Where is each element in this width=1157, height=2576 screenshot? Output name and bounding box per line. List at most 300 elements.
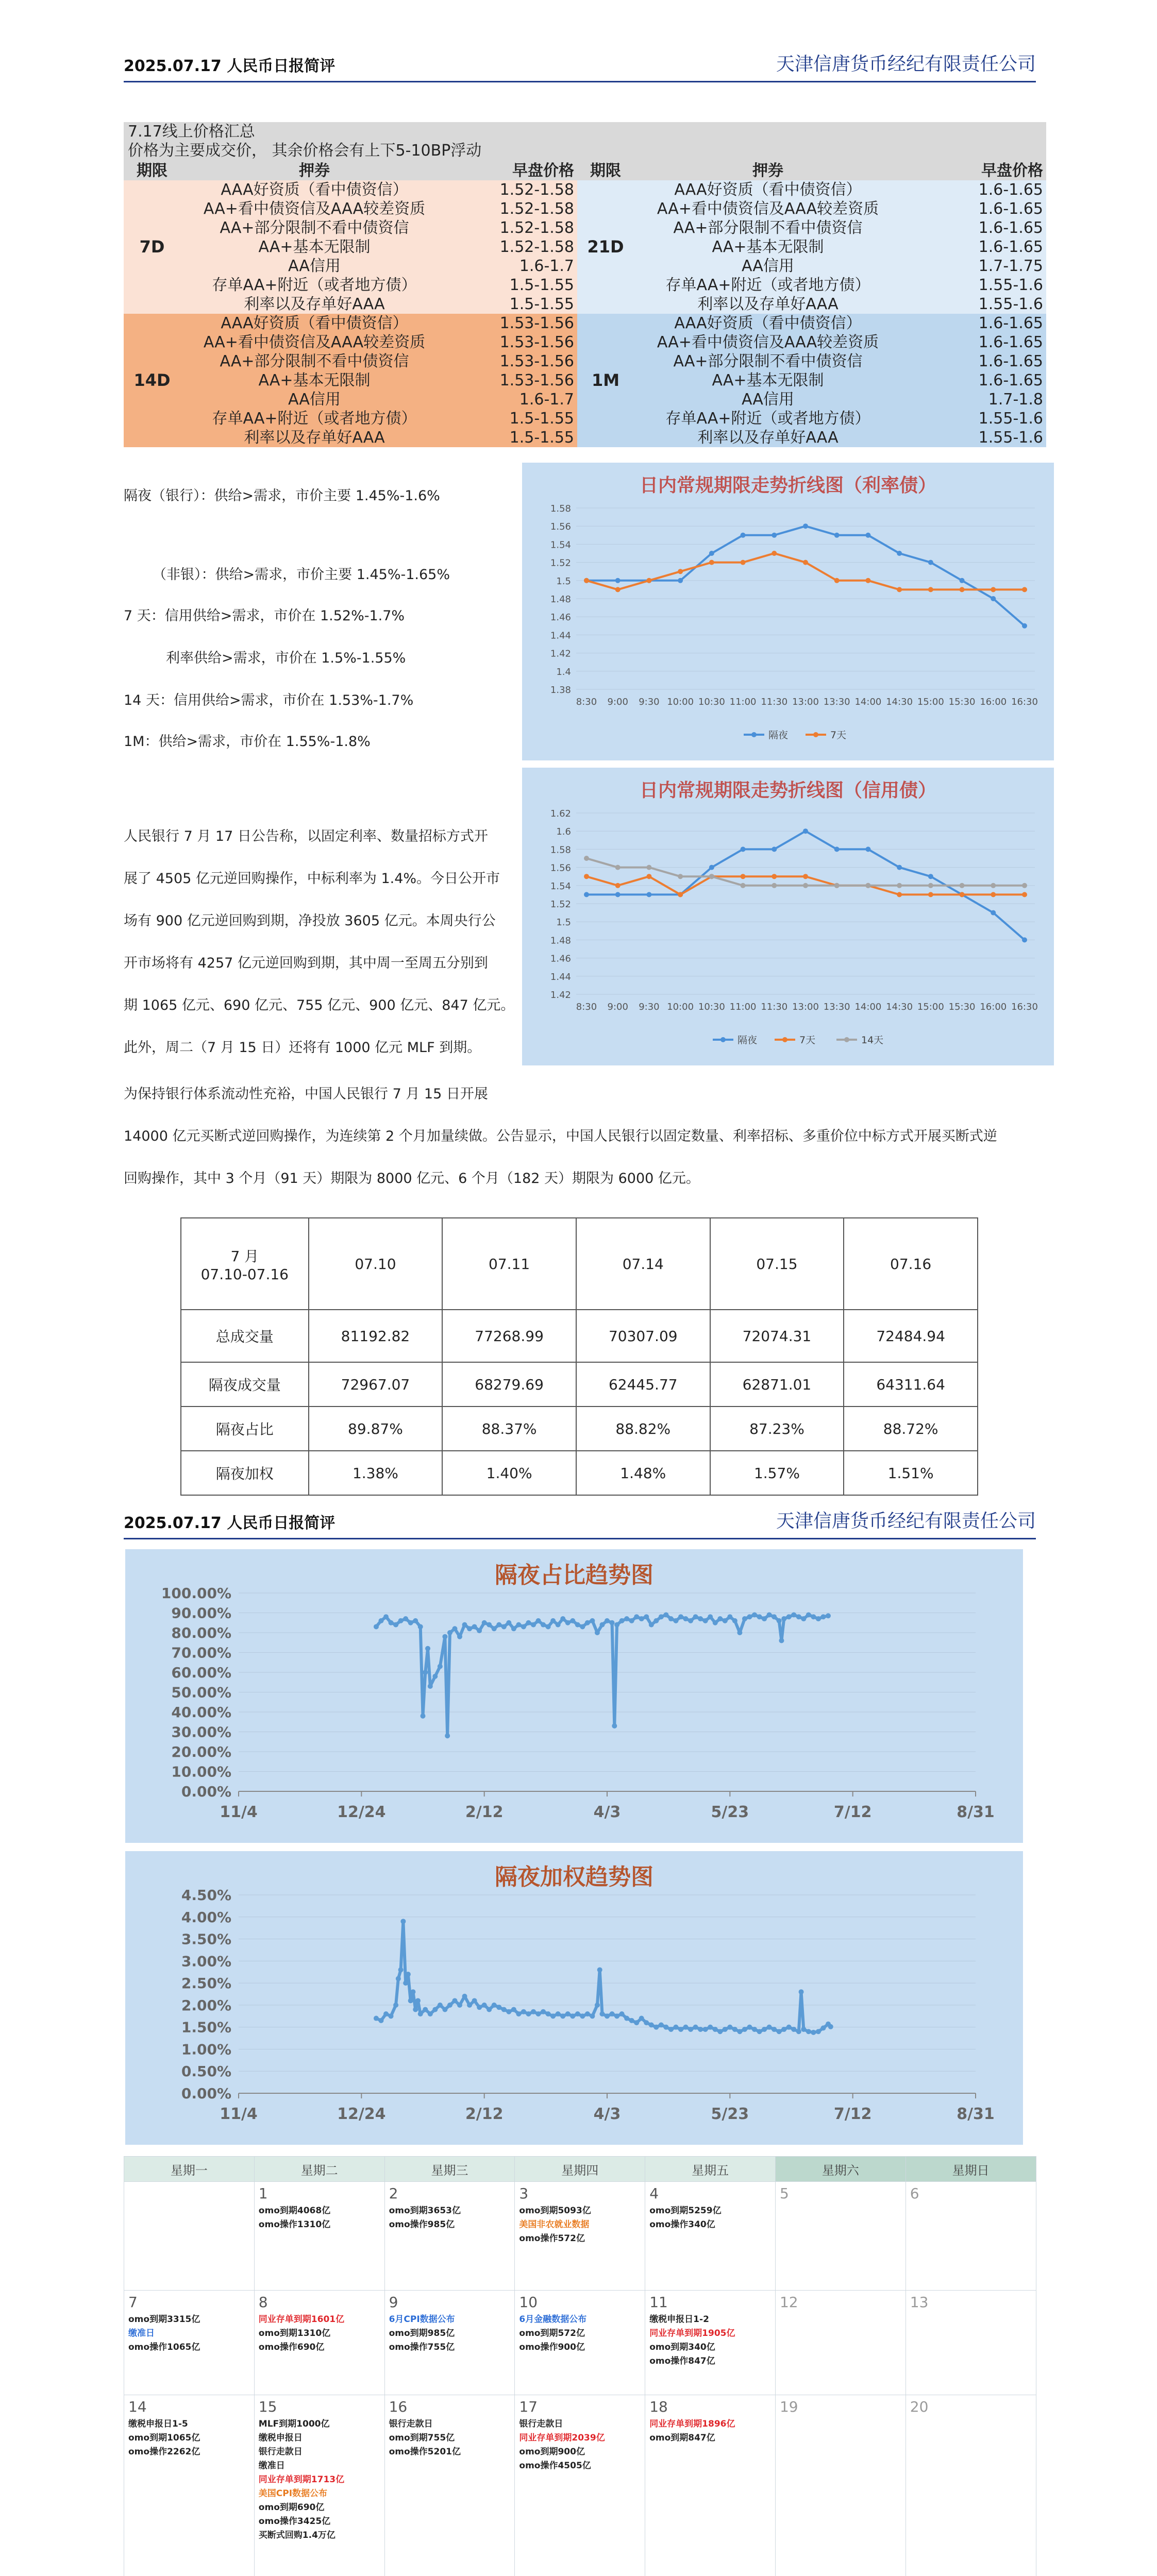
collateral-cell: 存单AA+附近（或者地方债） [180, 276, 448, 295]
data-point [403, 1616, 408, 1621]
data-point [803, 523, 808, 529]
volume-table-row [181, 1451, 978, 1495]
data-point [442, 2007, 447, 2012]
data-point [541, 2009, 546, 2014]
legend-label: 隔夜 [737, 1035, 758, 1046]
data-point [646, 892, 651, 897]
data-point [796, 2029, 801, 2034]
y-tick-label: 1.46 [550, 953, 571, 964]
calendar-day-cell [124, 2182, 255, 2291]
news-line: 回购操作，其中 3 个月（91 天）期限为 8000 亿元、6 个月（182 天）期限为 6000 亿元。 [124, 1171, 700, 1187]
data-point [703, 2027, 708, 2032]
price-table [124, 161, 1046, 447]
price-cell: 1.7-1.8 [902, 390, 1046, 409]
price-cell: 1.55-1.6 [902, 409, 1046, 428]
data-point [378, 2018, 383, 2023]
data-point [467, 1626, 472, 1631]
chart-svg [522, 798, 1054, 1065]
data-point [752, 1612, 757, 1617]
calendar-weekday: 星期六 [775, 2157, 906, 2182]
legend-label: 14天 [861, 1035, 884, 1046]
data-point [383, 1614, 389, 1619]
data-point [928, 560, 933, 565]
calendar-event: 缴税申报日1-2 [649, 2314, 709, 2325]
data-point [678, 874, 683, 879]
data-point [374, 2016, 379, 2021]
x-tick-label: 11:30 [761, 697, 788, 707]
price-cell: 1.53-1.56 [448, 333, 577, 352]
volume-table-col-header: 07.11 [442, 1218, 576, 1310]
calendar-day-cell [124, 2395, 255, 2576]
news-line: 人民银行 7 月 17 日公告称，以固定利率、数量招标方式开 [124, 828, 488, 844]
y-tick-label: 20.00% [171, 1743, 231, 1760]
calendar-day-cell [775, 2395, 906, 2576]
data-point [438, 2003, 443, 2008]
price-table-header-row [124, 161, 1046, 180]
data-point [398, 1967, 404, 1972]
calendar-day-number: 20 [910, 2398, 929, 2415]
legend-label: 7天 [830, 730, 847, 741]
legend-marker [720, 1037, 726, 1042]
chart-title: 日内常规期限走势折线图（利率债） [639, 475, 936, 496]
data-point [663, 2025, 668, 2030]
price-table-row [124, 180, 1046, 199]
data-point [737, 1630, 742, 1635]
calendar-event: 同业存单到期1896亿 [649, 2419, 735, 2429]
summary-overnight-bank: 隔夜（银行）：供给>需求，市价主要 1.45%-1.6% [124, 488, 440, 504]
calendar-weekday: 星期一 [124, 2157, 255, 2182]
calendar-day-number: 3 [519, 2185, 529, 2202]
calendar-event: 缴税申报日1-5 [128, 2419, 188, 2429]
y-tick-label: 1.50% [181, 2019, 231, 2036]
data-point [960, 883, 965, 888]
data-point [487, 1622, 492, 1628]
data-point [960, 578, 965, 583]
calendar-event: 同业存单到期1905亿 [649, 2328, 735, 2338]
calendar-day-number: 18 [649, 2398, 668, 2415]
data-point [506, 1620, 511, 1625]
volume-table-row-label: 隔夜加权 [181, 1451, 309, 1495]
volume-table-cell: 72967.07 [309, 1362, 443, 1406]
chart-overnight-share-trend [125, 1549, 1023, 1843]
data-point [531, 2009, 536, 2014]
price-cell: 1.53-1.56 [448, 371, 577, 390]
chart-intraday-credit-bond [522, 768, 1054, 1065]
x-tick-label: 16:30 [1011, 1002, 1038, 1012]
data-point [477, 2005, 482, 2010]
legend-label: 7天 [799, 1035, 816, 1046]
calendar-day-number: 4 [649, 2185, 659, 2202]
data-point [757, 2029, 762, 2034]
data-point [516, 2011, 521, 2016]
data-point [747, 2025, 752, 2030]
data-point [732, 2027, 737, 2032]
company-name: 天津信唐货币经纪有限责任公司 [776, 1511, 1036, 1532]
data-point [1022, 623, 1027, 629]
calendar-day-cell [645, 2291, 776, 2395]
calendar-event: 6月金融数据公布 [519, 2314, 587, 2325]
data-point [584, 892, 589, 897]
x-tick-label: 14:00 [854, 1002, 882, 1012]
price-cell: 1.6-1.65 [902, 333, 1046, 352]
data-point [834, 883, 840, 888]
data-point [649, 1622, 654, 1628]
summary-7d-credit: 7 天：信用供给>需求，市价在 1.52%-1.7% [124, 608, 405, 624]
collateral-cell: AA信用 [634, 390, 902, 409]
data-point [452, 1998, 457, 2003]
news-line: 开市场将有 4257 亿元逆回购到期，其中周一至周五分别到 [124, 955, 488, 971]
calendar-event: 美国非农就业数据 [519, 2219, 590, 2230]
price-cell: 1.6-1.65 [902, 218, 1046, 238]
x-tick-label: 13:30 [823, 697, 850, 707]
data-point [646, 865, 651, 870]
data-point [709, 560, 714, 565]
data-point [757, 1614, 762, 1619]
x-tick-label: 15:30 [948, 697, 976, 707]
calendar-event: 同业存单到期1713亿 [258, 2475, 345, 2485]
data-point [590, 2013, 595, 2019]
collateral-cell: 存单AA+附近（或者地方债） [634, 276, 902, 295]
price-table-header-period: 期限 [590, 162, 621, 180]
data-point [492, 2003, 497, 2008]
y-tick-label: 40.00% [171, 1704, 231, 1721]
news-line: 为保持银行体系流动性充裕，中国人民银行 7 月 15 日开展 [124, 1086, 488, 1102]
data-point [389, 1620, 394, 1625]
data-point [614, 2013, 619, 2019]
price-cell: 1.5-1.55 [448, 295, 577, 314]
price-cell: 1.55-1.6 [902, 428, 1046, 447]
data-point [1022, 883, 1027, 888]
chart-overnight-weighted-trend [125, 1851, 1023, 2145]
data-point [727, 1614, 732, 1619]
data-point [418, 1624, 423, 1629]
data-point [556, 2011, 561, 2016]
data-point [772, 533, 777, 538]
data-point [501, 2007, 507, 2012]
x-tick-label: 16:00 [980, 697, 1007, 707]
data-point [624, 2016, 629, 2021]
x-tick-label: 8:30 [576, 697, 597, 707]
data-point [772, 1614, 777, 1619]
data-point [506, 2009, 511, 2014]
calendar-weekday: 星期二 [254, 2157, 384, 2182]
data-point [928, 874, 933, 879]
series-line-0 [376, 1615, 828, 1736]
data-point [423, 2007, 428, 2012]
data-point [546, 2011, 551, 2016]
y-tick-label: 1.62 [550, 808, 571, 819]
data-point [584, 578, 589, 583]
data-point [550, 2013, 556, 2019]
price-cell: 1.55-1.6 [902, 295, 1046, 314]
y-tick-label: 2.00% [181, 1996, 231, 2014]
data-point [649, 2022, 654, 2027]
data-point [462, 1994, 467, 1999]
legend-marker [782, 1037, 787, 1042]
news-line: 展了 4505 亿元逆回购操作，中标利率为 1.4%。今日公开市 [124, 871, 500, 887]
data-point [786, 1614, 792, 1619]
calendar-day-cell [906, 2291, 1036, 2395]
period-cell: 14D [124, 314, 180, 447]
calendar-day-number: 1 [258, 2185, 268, 2202]
y-tick-label: 80.00% [171, 1624, 231, 1641]
x-tick-label: 7/12 [833, 2105, 872, 2123]
data-point [742, 1616, 747, 1621]
collateral-cell: 利率以及存单好AAA [634, 428, 902, 447]
data-point [673, 2025, 678, 2030]
data-point [820, 2025, 826, 2030]
news-line: 期 1065 亿元、690 亿元、755 亿元、900 亿元、847 亿元。 [124, 997, 515, 1013]
data-point [709, 551, 714, 556]
news-line: 14000 亿元买断式逆回购操作，为连续第 2 个月加量续做。公告显示，中国人民银行以固定数量、利率招标、多重价位中标方式开展买断式逆 [124, 1128, 997, 1144]
calendar-event: omo到期5093亿 [519, 2206, 591, 2216]
data-point [678, 2027, 683, 2032]
x-tick-label: 9:00 [607, 1002, 628, 1012]
price-cell: 1.6-1.7 [448, 390, 577, 409]
data-point [546, 1624, 551, 1629]
data-point [803, 874, 808, 879]
data-point [741, 846, 746, 852]
volume-table-cell: 70307.09 [576, 1310, 710, 1362]
data-point [741, 874, 746, 879]
volume-table-row-label: 隔夜占比 [181, 1406, 309, 1451]
calendar-event: omo操作1310亿 [258, 2219, 331, 2230]
y-tick-label: 1.38 [550, 685, 571, 696]
data-point [408, 1998, 413, 2003]
calendar-weekday: 星期三 [384, 2157, 515, 2182]
data-point [496, 1622, 501, 1628]
data-point [991, 883, 996, 888]
data-point [673, 1618, 678, 1623]
data-point [991, 892, 996, 897]
y-tick-label: 0.50% [181, 2063, 231, 2080]
page-header-2 [124, 1498, 1036, 1539]
data-point [516, 1622, 521, 1628]
x-tick-label: 4/3 [593, 1803, 621, 1821]
y-tick-label: 1.52 [550, 899, 571, 910]
data-point [772, 874, 777, 879]
volume-table-cell: 87.23% [710, 1406, 844, 1451]
collateral-cell: AAA好资质（看中债资信） [180, 180, 448, 199]
data-point [585, 1620, 590, 1625]
calendar-event: 同业存单到期2039亿 [519, 2433, 605, 2443]
data-point [772, 551, 777, 556]
data-point [624, 1616, 629, 1621]
collateral-cell: AA+基本无限制 [634, 238, 902, 257]
y-tick-label: 1.54 [550, 539, 571, 551]
x-tick-label: 13:30 [823, 1002, 850, 1012]
data-point [531, 1622, 536, 1628]
data-point [565, 2011, 571, 2016]
volume-table-cell: 62445.77 [576, 1362, 710, 1406]
data-point [634, 1614, 639, 1619]
volume-table-cell: 72484.94 [844, 1310, 978, 1362]
calendar-day-number: 15 [258, 2398, 277, 2415]
y-tick-label: 70.00% [171, 1644, 231, 1662]
data-point [428, 1684, 433, 1689]
data-point [580, 1624, 585, 1629]
data-point [698, 1616, 703, 1621]
collateral-cell: AA+基本无限制 [634, 371, 902, 390]
data-point [393, 2003, 398, 2008]
data-point [723, 2027, 728, 2032]
data-point [560, 1616, 565, 1621]
data-point [732, 1618, 737, 1623]
calendar-day-cell [124, 2291, 255, 2395]
volume-table-cell: 88.82% [576, 1406, 710, 1451]
price-table-header-price: 早盘价格 [512, 162, 574, 180]
data-point [496, 2005, 501, 2010]
price-table-row [124, 314, 1046, 333]
data-point [487, 2007, 492, 2012]
price-cell: 1.5-1.55 [448, 409, 577, 428]
calendar-weekday: 星期四 [515, 2157, 645, 2182]
calendar-event: omo到期3315亿 [128, 2314, 200, 2325]
data-point [615, 892, 621, 897]
data-point [595, 1630, 600, 1635]
data-point [438, 1664, 443, 1669]
chart-svg [125, 1887, 1023, 2145]
data-point [615, 578, 621, 583]
price-cell: 1.6-1.65 [902, 199, 1046, 218]
data-point [767, 2025, 772, 2030]
data-point [708, 1614, 713, 1619]
data-point [511, 2007, 516, 2012]
x-tick-label: 4/3 [593, 2105, 621, 2123]
data-point [501, 1624, 507, 1629]
x-tick-label: 10:30 [698, 1002, 725, 1012]
price-cell: 1.6-1.65 [902, 180, 1046, 199]
y-tick-label: 1.44 [550, 630, 571, 641]
data-point [683, 1616, 689, 1621]
x-tick-label: 15:00 [917, 1002, 944, 1012]
calendar-event: omo操作985亿 [389, 2219, 455, 2230]
collateral-cell: AAA好资质（看中债资信） [180, 314, 448, 333]
data-point [398, 1618, 404, 1623]
calendar-event: omo操作572亿 [519, 2233, 585, 2244]
x-tick-label: 8:30 [576, 1002, 597, 1012]
legend-marker [751, 732, 757, 737]
data-point [777, 1618, 782, 1623]
data-point [834, 533, 840, 538]
data-point [614, 1622, 619, 1628]
calendar-event: 银行走款日 [389, 2419, 433, 2429]
data-point [374, 1624, 379, 1629]
calendar-weekday: 星期五 [645, 2157, 776, 2182]
data-point [615, 883, 621, 888]
y-tick-label: 3.50% [181, 1930, 231, 1948]
x-tick-label: 8/31 [957, 1803, 995, 1821]
volume-table-row-label: 总成交量 [181, 1310, 309, 1362]
volume-table-col-header: 07.15 [710, 1218, 844, 1310]
calendar-weekday: 星期日 [906, 2157, 1036, 2182]
calendar-event: omo操作4505亿 [519, 2461, 591, 2471]
volume-table [180, 1217, 978, 1496]
collateral-cell: AAA好资质（看中债资信） [634, 180, 902, 199]
data-point [599, 1622, 605, 1628]
data-point [570, 2013, 575, 2019]
x-tick-label: 8/31 [957, 2105, 995, 2123]
price-cell: 1.52-1.58 [448, 238, 577, 257]
data-point [741, 533, 746, 538]
data-point [413, 2007, 418, 2012]
calendar-week [124, 2182, 1036, 2291]
data-point [752, 2027, 757, 2032]
y-tick-label: 10.00% [171, 1763, 231, 1781]
calendar-day-number: 16 [389, 2398, 408, 2415]
data-point [644, 2020, 649, 2025]
volume-table-cell: 1.40% [442, 1451, 576, 1495]
data-point [1022, 892, 1027, 897]
data-point [653, 2025, 659, 2030]
news-line: 场有 900 亿元逆回购到期，净投放 3605 亿元。本周央行公 [124, 913, 496, 929]
data-point [928, 892, 933, 897]
data-point [960, 587, 965, 592]
calendar-event: 银行走款日 [519, 2419, 563, 2429]
volume-table-col-header: 07.10 [309, 1218, 443, 1310]
chart-title: 隔夜占比趋势图 [495, 1562, 653, 1588]
calendar-day-cell [645, 2182, 776, 2291]
calendar-event: 缴税申报日 [258, 2433, 303, 2443]
data-point [556, 1622, 561, 1628]
calendar-event: omo到期1065亿 [128, 2433, 200, 2443]
data-point [803, 883, 808, 888]
data-point [492, 1626, 497, 1631]
data-point [445, 1733, 450, 1738]
calendar-event: omo到期985亿 [389, 2328, 455, 2338]
x-tick-label: 11:00 [729, 1002, 757, 1012]
volume-table-row [181, 1406, 978, 1451]
data-point [688, 1618, 693, 1623]
data-point [703, 1618, 708, 1623]
y-tick-label: 1.42 [550, 648, 571, 659]
data-point [565, 1620, 571, 1625]
data-point [541, 1622, 546, 1628]
chart-intraday-rate-bond [522, 463, 1054, 760]
calendar-day-number: 17 [519, 2398, 538, 2415]
x-tick-label: 2/12 [465, 2105, 504, 2123]
data-point [653, 1618, 659, 1623]
data-point [612, 1723, 617, 1728]
report-date: 2025.07.17 人民币日报简评 [124, 57, 336, 75]
y-tick-label: 100.00% [161, 1585, 231, 1602]
y-tick-label: 0.00% [181, 2085, 231, 2102]
calendar-event: 银行走款日 [258, 2447, 303, 2457]
x-tick-label: 9:30 [639, 1002, 660, 1012]
price-cell: 1.52-1.58 [448, 199, 577, 218]
y-tick-label: 90.00% [171, 1604, 231, 1622]
chart-svg [522, 493, 1054, 760]
data-point [799, 1989, 804, 1994]
y-tick-label: 1.44 [550, 971, 571, 982]
data-point [403, 1980, 408, 1986]
y-tick-label: 4.50% [181, 1887, 231, 1904]
data-point [442, 1634, 447, 1639]
volume-table-cell: 1.51% [844, 1451, 978, 1495]
calendar-event: omo操作847亿 [649, 2356, 715, 2366]
data-point [575, 1622, 580, 1628]
data-point [526, 2011, 531, 2016]
data-point [897, 892, 902, 897]
data-point [928, 587, 933, 592]
data-point [629, 2018, 634, 2023]
data-point [659, 2022, 664, 2027]
collateral-cell: 存单AA+附近（或者地方债） [180, 409, 448, 428]
news-line: 此外，周二（7 月 15 日）还将有 1000 亿元 MLF 到期。 [124, 1040, 481, 1056]
data-point [897, 883, 902, 888]
data-point [423, 1670, 428, 1675]
data-point [389, 2013, 394, 2019]
